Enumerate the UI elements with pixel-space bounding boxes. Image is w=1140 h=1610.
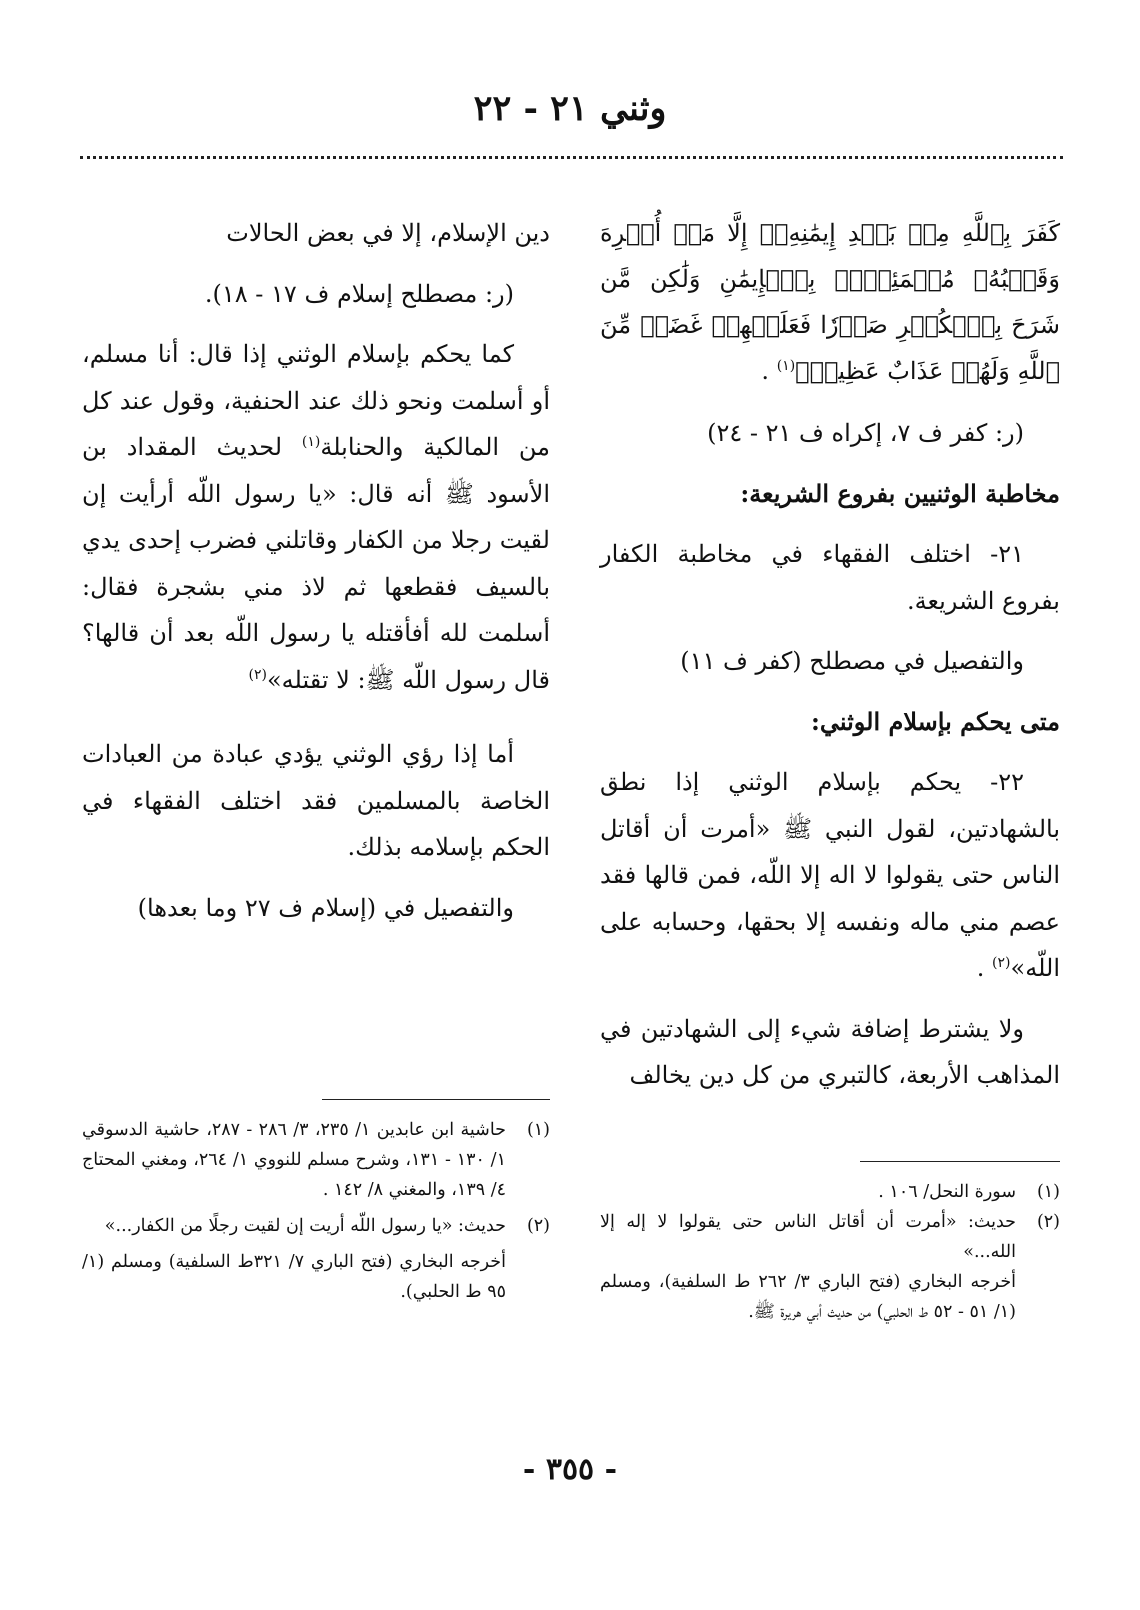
footnote-rule-left [322,1099,550,1100]
section-heading-obligation: مخاطبة الوثنيين بفروع الشريعة: [740,478,1060,508]
right-column [600,210,1060,1099]
paragraph-worship: أما إذا رؤي الوثني يؤدي عبادة من العبادات الخاصة بالمسلمين فقد اختلف الفقهاء في الحكم بإسلامه بذلك. [82,740,550,861]
footnote-item [600,1177,1060,1207]
paragraph-22 [600,759,1060,992]
footnote-rule-right [860,1161,1060,1162]
footnote-number: (٢) [1036,1212,1060,1232]
footnote-item [82,1115,550,1205]
page-number: - ٣٥٥ - [522,1452,618,1487]
quran-footnote-ref: (١) [776,358,796,374]
paragraph-22-text: ٢٢- يحكم بإسلام الوثني إذا نطق بالشهادتين، لقول النبي ﷺ «أمرت أن أقاتل الناس حتى يقولوا لا اله إلا اللّه، فمن قالها فقد عصم مني ماله ونفسه إلا بحقها، وحسابه على اللّه» [600,768,1060,982]
paragraph-statement-text: كما يحكم بإسلام الوثني إذا قال: أنا مسلم، أو أسلمت ونحو ذلك عند الحنفية، وقول عند كل من المالكية والحنابلة [82,340,550,461]
cross-reference-islam: (ر: مصطلح إسلام ف ١٧ - ١٨). [204,279,514,308]
quran-verse-text: كَفَرَ بِٱللَّهِ مِنۢ بَعۡدِ إِيمَٰنِهِۦٓ إِلَّا مَنۡ أُكۡرِهَ وَقَلۡبُهُۥ مُطۡمَئِنُّۢ بِٱلۡإِيمَٰنِ وَلَٰكِن مَّن شَرَحَ بِٱلۡكُفۡرِ صَدۡرٗا فَعَلَيۡهِمۡ غَضَبٞ مِّنَ ٱللَّهِ وَلَهُمۡ عَذَابٌ عَظِيمٞ﴾ [600,219,1060,385]
detail-reference-kufr: والتفصيل في مصطلح (كفر ف ١١) [680,647,1024,675]
paragraph-statement [82,331,550,703]
footnotes-right [600,1177,1060,1327]
paragraph-hadith-text: لحديث المقداد بن الأسود ﷺ أنه قال: «يا رسول اللّه أرأيت إن لقيت رجلا من الكفار وقاتلني فضرب إحدى يدي بالسيف فقطعها ثم لاذ مني بشجرة فقال: أسلمت لله أفأقتله يا رسول اللّه بعد أن قالها؟ قال رسول اللّه ﷺ: لا تقتله» [82,433,550,694]
paragraph-conditions: ولا يشترط إضافة شيء إلى الشهادتين في المذاهب الأربعة، كالتبري من كل دين يخالف [600,1014,1060,1089]
cross-reference-kufr: (ر: كفر ف ٧، إكراه ف ٢١ - ٢٤) [707,419,1024,447]
footnote-number: (٢) [526,1216,550,1236]
continued-text: دين الإسلام، إلا في بعض الحالات [226,219,550,247]
left-column [82,210,550,931]
quran-verse [600,210,1060,394]
paragraph-21: ٢١- اختلف الفقهاء في مخاطبة الكفار بفروع الشريعة. [600,540,1060,615]
footnote-item [600,1207,1060,1267]
paragraph-22-footnote-ref: (٢) [992,955,1011,971]
footnote-number: (١) [526,1120,550,1140]
paragraph-statement-footnote-ref: (١) [301,434,321,450]
footnote-continuation: أخرجه البخاري (فتح الباري ٣/ ٢٦٢ ط السلفية)، ومسلم (١/ ٥١ - ٥٢ ط الحلبي) من حديث أبي هريرة ﷺ. [600,1272,1016,1322]
footnote-text: حديث: «يا رسول اللّه أريت إن لقيت رجلًا من الكفار...» [104,1216,506,1236]
footnotes-left [82,1115,550,1307]
quran-verse-end: . [761,357,770,385]
paragraph-22-end: . [976,954,985,982]
header-dotted-rule [80,156,1063,159]
paragraph-hadith-footnote-ref: (٢) [248,666,267,683]
footnote-item [82,1211,550,1241]
page-header-title: وثني ٢١ - ٢٢ [473,88,667,129]
footnote-text: سورة النحل/ ١٠٦ . [878,1182,1016,1202]
section-heading-islam-ruling: متى يحكم بإسلام الوثني: [810,706,1060,736]
footnote-text: حاشية ابن عابدين ١/ ٢٣٥، ٣/ ٢٨٦ - ٢٨٧، حاشية الدسوقي ١/ ١٣٠ - ١٣١، وشرح مسلم للنووي ١/ ٢٦٤، ومغني المحتاج ٤/ ١٣٩، والمغني ٨/ ١٤٢ . [82,1120,506,1200]
footnote-number: (١) [1036,1182,1060,1202]
footnote-continuation: أخرجه البخاري (فتح الباري ٧/ ٣٢١ط السلفية) ومسلم (١/ ٩٥ ط الحلبي). [82,1252,506,1302]
footnote-text: حديث: «أمرت أن أقاتل الناس حتى يقولوا لا إله إلا الله...» [600,1212,1016,1262]
detail-reference-islam: والتفصيل في (إسلام ف ٢٧ وما بعدها) [137,893,514,922]
